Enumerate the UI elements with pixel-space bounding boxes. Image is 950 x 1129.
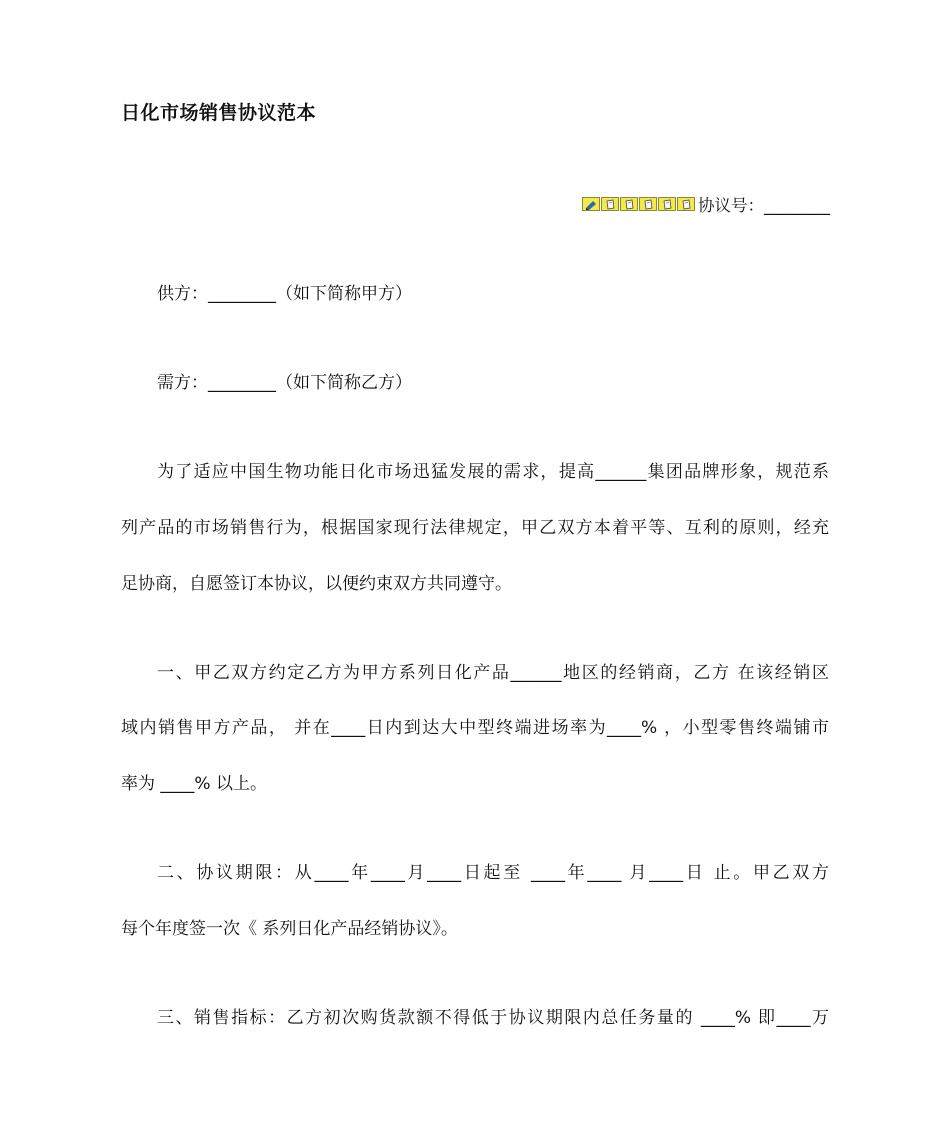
clause1-line-2: 域内销售甲方产品， 并在____日内到达大中型终端进场率为____% ，小型零售终端铺市: [121, 718, 829, 738]
supplier-line: 供方：________（如下简称甲方）: [157, 284, 412, 304]
intro-line-2: 列产品的市场销售行为，根据国家现行法律规定，甲乙双方本着平等、互利的原则，经充: [121, 518, 829, 538]
paper-icon: [601, 197, 619, 211]
agreement-number-row: [582, 193, 830, 215]
icon-strip: [582, 197, 696, 211]
clause2-line-2: 每个年度签一次《 系列日化产品经销协议》。: [121, 919, 458, 939]
clause1-line-1: 一、甲乙双方约定乙方为甲方系列日化产品______地区的经销商，乙方 在该经销区: [157, 663, 829, 683]
intro-line-1: 为了适应中国生物功能日化市场迅猛发展的需求，提高______集团品牌形象，规范系: [157, 462, 829, 482]
paper-icon: [677, 197, 695, 211]
paper-icon: [620, 197, 638, 211]
document-title: 日化市场销售协议范本: [121, 102, 317, 124]
clause3-line-1: 三、销售指标：乙方初次购货款额不得低于协议期限内总任务量的 ____% 即____万: [157, 1008, 829, 1028]
pencil-icon: [582, 197, 600, 211]
clause2-line-1: 二、协议期限：从____年____月____日起至 ____年____ 月____日 止。甲乙双方: [157, 863, 829, 883]
paper-icon: [639, 197, 657, 211]
intro-line-3: 足协商，自愿签订本协议，以便约束双方共同遵守。: [121, 574, 512, 594]
buyer-line: 需方：________（如下简称乙方）: [157, 373, 412, 393]
paper-icon: [658, 197, 676, 211]
agreement-number: 协议号：________: [698, 196, 830, 215]
clause1-line-3: 率为 ____% 以上。: [121, 774, 267, 794]
